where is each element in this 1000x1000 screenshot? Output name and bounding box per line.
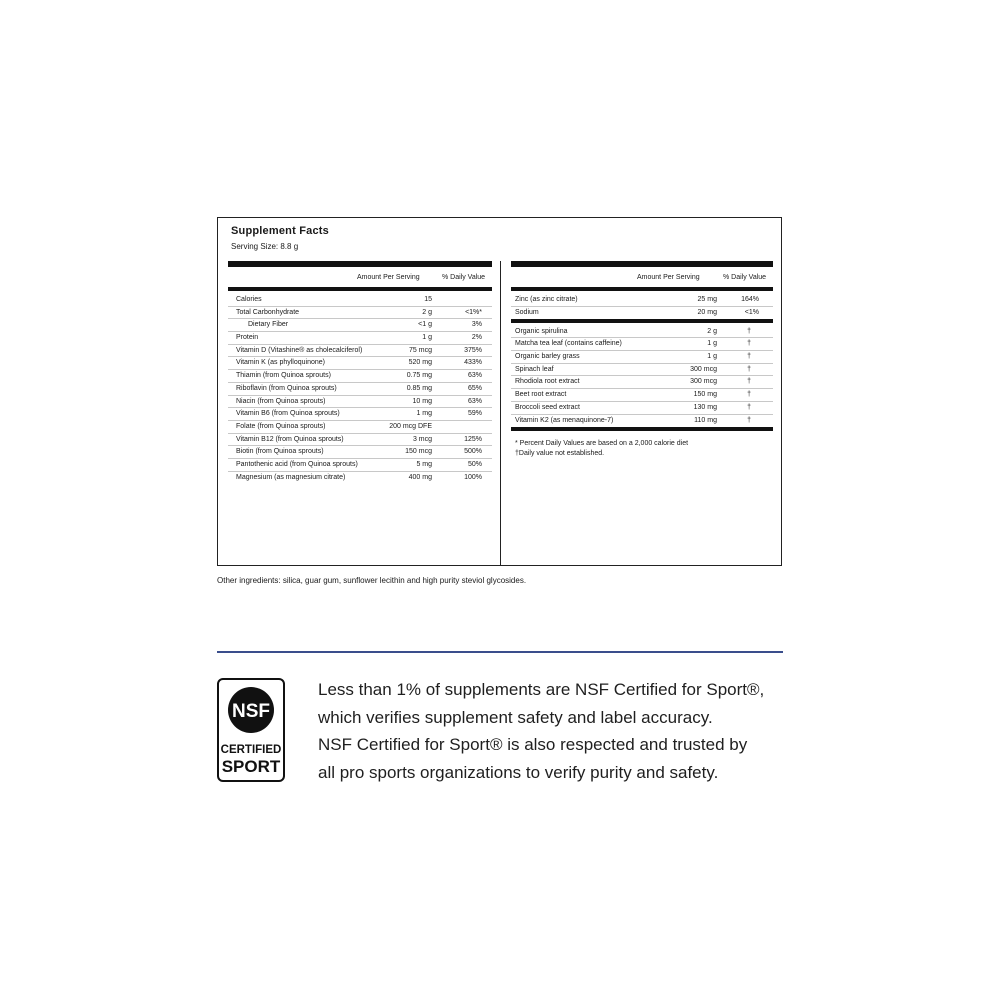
facts-row (511, 364, 773, 377)
nutrient-daily-value: 375% (464, 346, 482, 354)
nutrient-daily-value: † (747, 365, 751, 373)
nsf-badge-icon (219, 680, 283, 780)
nutrient-amount: 300 mcg (690, 365, 717, 373)
facts-row (228, 396, 492, 409)
nutrient-amount: 10 mg (412, 397, 432, 405)
nutrient-daily-value: † (747, 403, 751, 411)
nutrient-name: Vitamin K2 (as menaquinone-7) (515, 416, 614, 424)
serving-size: Serving Size: 8.8 g (231, 242, 299, 251)
nutrient-daily-value: 50% (467, 460, 482, 468)
nutrient-name: Zinc (as zinc citrate) (515, 296, 578, 303)
facts-row (228, 357, 492, 370)
nutrient-amount: 0.75 mg (406, 372, 432, 380)
logo-certified-text: CERTIFIED (220, 744, 282, 756)
facts-right-column (511, 261, 773, 459)
logo-nsf-text: NSF (232, 701, 270, 722)
nutrient-name: Vitamin B6 (from Quinoa sprouts) (236, 410, 340, 418)
facts-row (228, 408, 492, 421)
facts-header (228, 267, 492, 287)
facts-row (511, 326, 773, 339)
nutrient-amount: 1 g (707, 340, 717, 348)
facts-row (228, 383, 492, 396)
facts-row (228, 294, 492, 307)
nutrient-amount: <1 g (418, 321, 432, 329)
nutrient-name: Sodium (515, 308, 539, 316)
nutrient-amount: 3 mcg (412, 435, 432, 443)
facts-row (228, 332, 492, 345)
medium-rule (228, 287, 492, 291)
nutrient-amount: 520 mg (408, 359, 432, 367)
nutrient-daily-value: 65% (467, 384, 482, 392)
nutrient-daily-value: 125% (464, 435, 482, 443)
nutrient-name: Rhodiola root extract (515, 378, 580, 386)
nutrient-name: Thiamin (from Quinoa sprouts) (236, 372, 331, 380)
section-divider (217, 651, 783, 653)
nsf-certified-sport-logo (217, 678, 285, 782)
footnotes (511, 439, 773, 459)
nutrient-daily-value: 433% (464, 359, 482, 367)
nutrient-amount: 15 (424, 296, 432, 303)
nutrient-amount: 0.85 mg (406, 384, 432, 392)
nutrient-daily-value: † (747, 340, 751, 348)
footnote-dv: * Percent Daily Values are based on a 2,000 calorie diet (515, 439, 689, 447)
nutrient-amount: 2 g (707, 327, 717, 335)
nutrient-amount: 1 g (707, 353, 717, 361)
supplement-facts-panel (217, 217, 782, 566)
nutrient-name: Pantothenic acid (from Quinoa sprouts) (236, 460, 358, 468)
nutrient-daily-value: 2% (471, 334, 482, 342)
nutrient-amount: 1 g (422, 334, 432, 342)
nutrient-name: Vitamin D (Vitashine® as cholecalciferol) (236, 346, 363, 354)
nutrient-daily-value: 100% (464, 473, 482, 481)
nutrient-name: Total Carbonhydrate (236, 308, 300, 316)
nutrient-name: Biotin (from Quinoa sprouts) (236, 448, 324, 456)
nsf-line: Less than 1% of supplements are NSF Certified for Sport®, (318, 680, 765, 699)
nutrient-name: Organic barley grass (515, 353, 580, 361)
nutrient-amount: 200 mcg DFE (389, 422, 432, 430)
nutrient-amount: 2 g (422, 308, 432, 316)
nutrient-daily-value: <1% (744, 308, 759, 316)
nutrient-daily-value: † (747, 378, 751, 386)
nutrient-name: Spinach leaf (515, 365, 554, 373)
nutrient-amount: 400 mg (408, 473, 432, 481)
nutrient-daily-value: 63% (467, 397, 482, 405)
facts-row (511, 294, 773, 307)
nsf-description (318, 676, 764, 786)
nutrient-daily-value: † (747, 327, 751, 335)
nutrient-amount: 20 mg (697, 308, 717, 316)
nutrient-amount: 5 mg (416, 460, 432, 468)
nutrient-amount: 130 mg (693, 403, 717, 411)
other-ingredients: Other ingredients: silica, guar gum, sunflower lecithin and high purity steviol glycosides. (217, 576, 527, 585)
facts-row (228, 472, 492, 485)
nutrient-amount: 300 mcg (690, 378, 717, 386)
nutrient-daily-value: 3% (471, 321, 482, 329)
nutrient-name: Organic spirulina (515, 327, 568, 335)
nsf-line: NSF Certified for Sport® is also respected and trusted by (318, 735, 748, 754)
facts-row (511, 307, 773, 323)
logo-sport-text: SPORT (221, 757, 281, 776)
nutrient-name: Riboflavin (from Quinoa sprouts) (236, 384, 337, 392)
nutrient-name: Dietary Fiber (248, 321, 289, 329)
nutrient-name: Beet root extract (515, 391, 567, 399)
facts-row (228, 307, 492, 320)
left-rows (228, 294, 492, 484)
facts-row (511, 389, 773, 402)
facts-left-column (228, 261, 492, 484)
nutrient-name: Folate (from Quinoa sprouts) (236, 422, 326, 430)
facts-row (228, 434, 492, 447)
nutrient-name: Niacin (from Quinoa sprouts) (236, 397, 326, 405)
amount-header: Amount Per Serving (357, 274, 420, 281)
facts-row (228, 459, 492, 472)
right-rows (511, 326, 773, 431)
nutrient-daily-value: 63% (467, 372, 482, 380)
medium-rule (511, 287, 773, 291)
nutrient-daily-value: <1%* (465, 308, 482, 316)
nutrient-amount: 150 mg (693, 391, 717, 399)
dv-header: % Daily Value (723, 274, 767, 281)
nutrient-name: Vitamin B12 (from Quinoa sprouts) (236, 435, 344, 443)
amount-header: Amount Per Serving (637, 274, 700, 281)
facts-row (228, 370, 492, 383)
nsf-line: all pro sports organizations to verify purity and safety. (318, 762, 719, 782)
nutrient-name: Matcha tea leaf (contains caffeine) (515, 340, 622, 348)
footnote-dagger: †Daily value not established. (515, 449, 605, 457)
nutrient-amount: 1 mg (416, 410, 432, 418)
nutrient-name: Vitamin K (as phylloquinone) (236, 359, 325, 367)
nutrient-daily-value: 164% (741, 296, 759, 303)
dv-header: % Daily Value (442, 274, 486, 281)
nutrient-daily-value: 59% (467, 410, 482, 418)
right-top-rows (511, 294, 773, 323)
nutrient-name: Protein (236, 334, 259, 342)
nutrient-daily-value: † (747, 416, 751, 424)
facts-row (511, 402, 773, 415)
facts-row (511, 351, 773, 364)
nutrient-amount: 25 mg (697, 296, 717, 303)
facts-header (511, 267, 773, 287)
nutrient-name: Magnesium (as magnesium citrate) (236, 473, 346, 481)
nutrient-name: Broccoli seed extract (515, 403, 580, 411)
nsf-line: which verifies supplement safety and label accuracy. (318, 707, 713, 727)
nutrient-daily-value: † (747, 391, 751, 399)
facts-row (511, 376, 773, 389)
facts-row (228, 319, 492, 332)
facts-row (228, 446, 492, 459)
nutrient-amount: 150 mcg (405, 448, 432, 456)
nutrient-name: Calories (236, 296, 262, 303)
facts-row (511, 415, 773, 431)
nutrient-amount: 110 mg (694, 416, 717, 424)
facts-row (228, 345, 492, 358)
facts-row (228, 421, 492, 434)
nutrient-daily-value: † (747, 353, 751, 361)
facts-title: Supplement Facts (231, 225, 329, 237)
nutrient-amount: 75 mcg (409, 346, 432, 354)
facts-row (511, 338, 773, 351)
nutrient-daily-value: 500% (464, 448, 482, 456)
column-divider (500, 261, 501, 565)
